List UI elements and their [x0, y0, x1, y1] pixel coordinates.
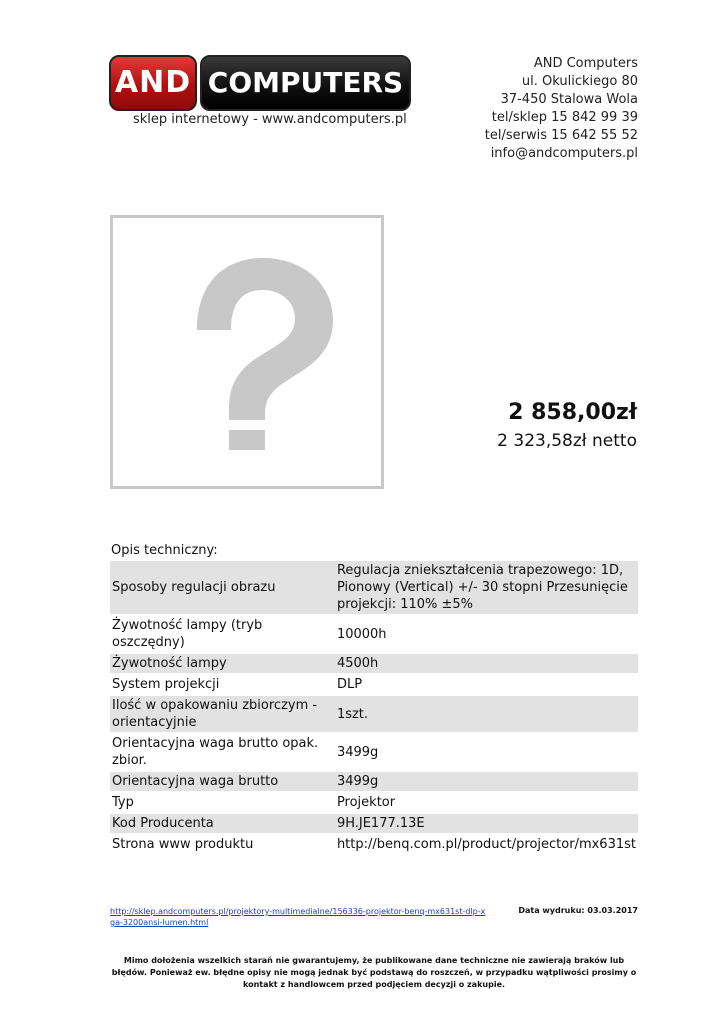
spec-value: 3499g: [336, 744, 379, 760]
spec-value: 1szt.: [335, 696, 638, 732]
spec-row: [110, 696, 638, 732]
spec-key: Kod Producenta: [110, 814, 335, 833]
spec-title: Opis techniczny:: [111, 543, 218, 558]
company-city: 37-450 Stalowa Wola: [500, 92, 638, 107]
price-gross: 2 858,00zł: [508, 400, 637, 425]
spec-row: [110, 835, 638, 854]
spec-key: Orientacyjna waga brutto opak. zbior.: [112, 736, 319, 768]
spec-value: Regulacja zniekształcenia trapezowego: 1D, Pionowy (Vertical) +/- 30 stopni Przesunięcie projekcji: 110% ±5%: [335, 561, 638, 614]
spec-value: Projektor: [336, 795, 396, 810]
logo-computers: COMPUTERS: [200, 55, 411, 111]
spec-row: [110, 654, 638, 673]
spec-row: [110, 793, 638, 812]
spec-value: http://benq.com.pl/product/projector/mx631st: [336, 837, 636, 852]
spec-row: [110, 675, 638, 694]
spec-key: Sposoby regulacji obrazu: [110, 561, 335, 614]
disclaimer-text: Mimo dołożenia wszelkich starań nie gwarantujemy, że publikowane dane techniczne nie zawierają braków lub błędów. Ponieważ ew. błędne opisy nie mogą jednak być podstawą do roszczeń, w przypadku wątpliwości prosimy o kontakt z handlowcem przed podjęciem decyzji o zakupie.: [111, 956, 637, 989]
spec-key: Żywotność lampy: [110, 654, 335, 673]
spec-value: 9H.JE177.13E: [335, 814, 638, 833]
spec-row: [110, 772, 638, 791]
spec-value: 3499g: [335, 772, 638, 791]
product-page-link[interactable]: http://sklep.andcomputers.pl/projektory-multimedialne/156336-projektor-benq-mx631st-dlp-xga-3200ansi-lumen.html: [110, 907, 486, 927]
store-tagline: sklep internetowy - www.andcomputers.pl: [133, 112, 407, 127]
spec-key: Typ: [112, 795, 134, 810]
spec-key: Żywotność lampy (tryb oszczędny): [112, 618, 263, 650]
spec-row: [110, 814, 638, 833]
spec-value: 10000h: [336, 626, 387, 642]
spec-row: [110, 734, 638, 770]
store-logo: [109, 55, 411, 111]
spec-row: [110, 561, 638, 614]
spec-row: [110, 616, 638, 652]
product-image-placeholder: [110, 215, 384, 489]
company-phone-shop: tel/sklep 15 842 99 39: [491, 110, 638, 125]
company-street: ul. Okulickiego 80: [521, 74, 638, 89]
price-net: 2 323,58zł netto: [497, 431, 637, 451]
logo-and: AND: [109, 55, 197, 111]
spec-value: 4500h: [335, 654, 638, 673]
spec-key: Ilość w opakowaniu zbiorczym - orientacyjnie: [110, 696, 335, 732]
price-block: [497, 398, 637, 454]
question-mark-icon: [113, 218, 381, 486]
print-date: Data wydruku: 03.03.2017: [518, 906, 638, 915]
company-contact: [485, 55, 638, 163]
spec-key: System projekcji: [112, 677, 220, 692]
company-phone-service: tel/serwis 15 642 55 52: [484, 128, 638, 143]
company-email: info@andcomputers.pl: [490, 146, 638, 161]
spec-key: Orientacyjna waga brutto: [110, 772, 335, 791]
company-name: AND Computers: [533, 56, 638, 71]
spec-table: [110, 559, 638, 856]
spec-key: Strona www produktu: [112, 837, 254, 852]
spec-value: DLP: [336, 677, 363, 692]
